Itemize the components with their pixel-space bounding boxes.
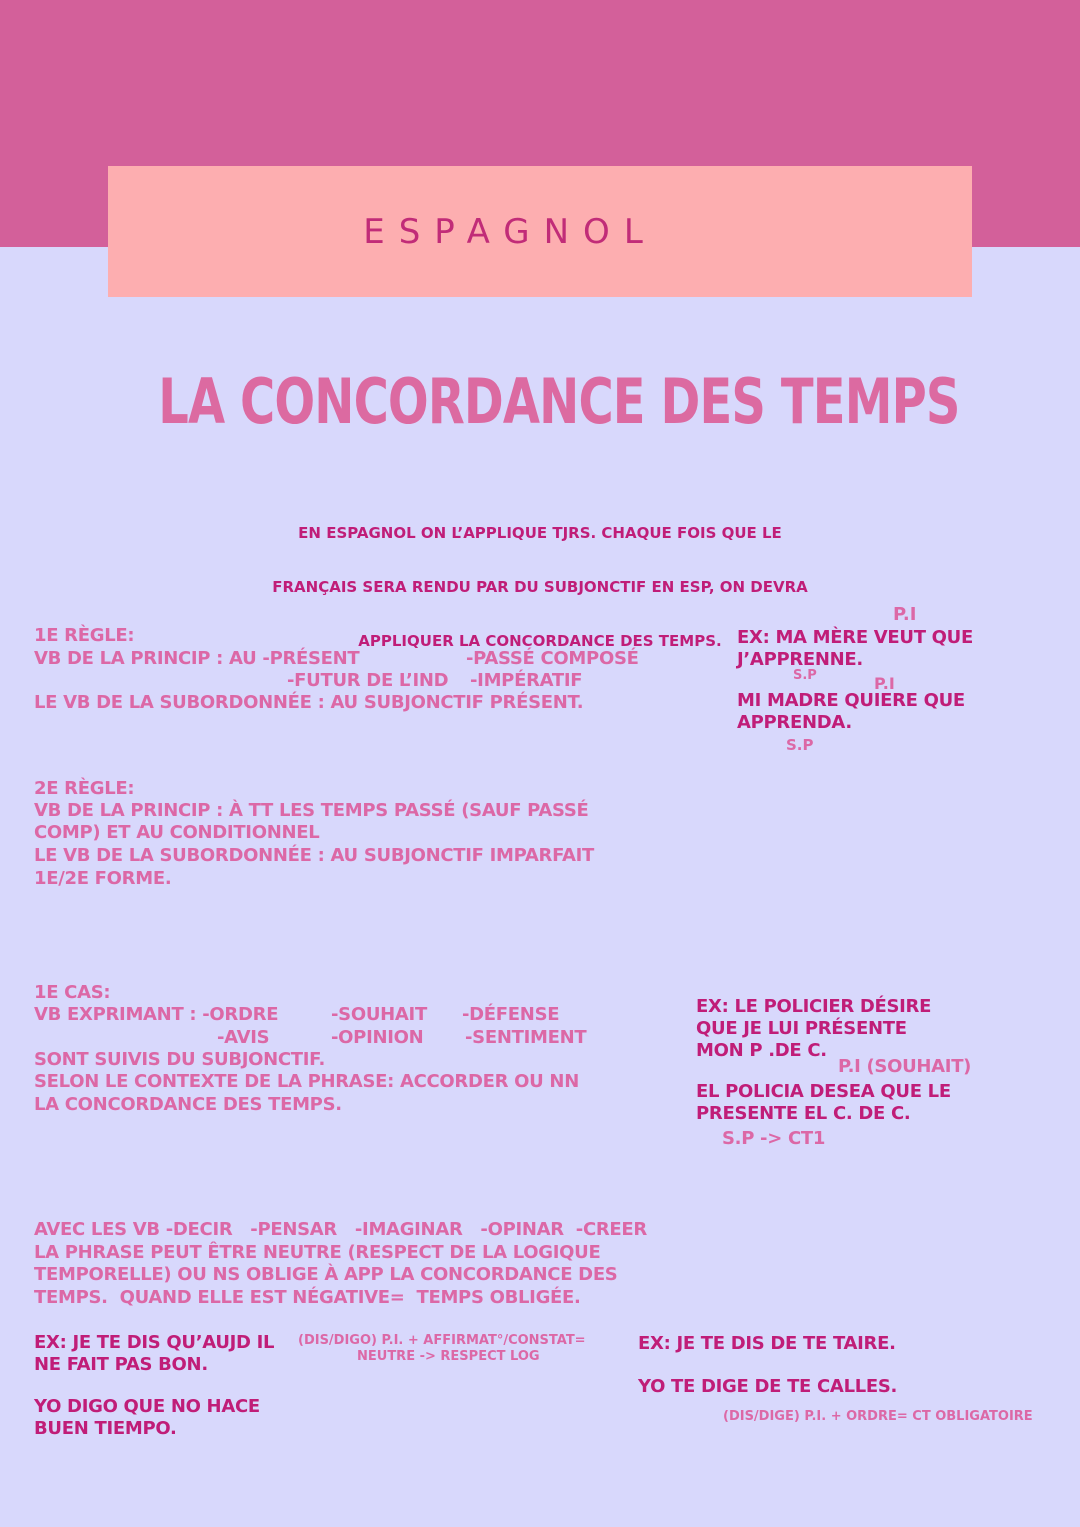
subject-banner — [108, 166, 972, 297]
example-line: MON P .DE C. — [696, 1040, 827, 1061]
rule2-heading: 2E RÈGLE: — [34, 778, 135, 799]
case1-line: SELON LE CONTEXTE DE LA PHRASE: ACCORDER OU NN — [34, 1071, 579, 1092]
verbs-line: LA PHRASE PEUT ÊTRE NEUTRE (RESPECT DE LA LOGIQUE — [34, 1242, 601, 1263]
example-line: YO TE DIGE DE TE CALLES. — [638, 1376, 898, 1397]
case1-line: -OPINION — [331, 1027, 424, 1048]
intro-line: FRANÇAIS SERA RENDU PAR DU SUBJONCTIF EN ESP, ON DEVRA — [272, 578, 808, 596]
case1-line: -SOUHAIT — [331, 1004, 427, 1025]
sp-label: S.P -> CT1 — [722, 1128, 826, 1149]
rule1-line: -FUTUR DE L’IND — [287, 670, 449, 691]
note-line: (DIS/DIGO) P.I. + AFFIRMAT°/CONSTAT= — [298, 1333, 586, 1348]
rule1-line: LE VB DE LA SUBORDONNÉE : AU SUBJONCTIF PRÉSENT. — [34, 692, 584, 713]
example-line: J’APPRENNE. — [737, 649, 863, 670]
rule1-line: -PASSÉ COMPOSÉ — [466, 648, 639, 669]
note-line: (DIS/DIGE) P.I. + ORDRE= CT OBLIGATOIRE — [723, 1409, 1033, 1424]
case1-line: VB EXPRIMANT : -ORDRE — [34, 1004, 279, 1025]
rule2-line: COMP) ET AU CONDITIONNEL — [34, 822, 320, 843]
rule2-line: VB DE LA PRINCIP : À TT LES TEMPS PASSÉ (SAUF PASSÉ — [34, 800, 589, 821]
rule2-line: 1E/2E FORME. — [34, 868, 172, 889]
verbs-line: AVEC LES VB -DECIR -PENSAR -IMAGINAR -OPINAR -CREER — [34, 1219, 647, 1240]
pi-label: P.I — [874, 674, 895, 693]
example-line: EX: JE TE DIS QU’AUJD IL — [34, 1332, 275, 1353]
subject-label: ESPAGNOL — [363, 211, 657, 252]
example-line: EX: JE TE DIS DE TE TAIRE. — [638, 1333, 896, 1354]
example-line: EL POLICIA DESEA QUE LE — [696, 1081, 951, 1102]
sp-label: S.P — [793, 668, 817, 683]
rule2-line: LE VB DE LA SUBORDONNÉE : AU SUBJONCTIF IMPARFAIT — [34, 845, 595, 866]
example-line: EX: MA MÈRE VEUT QUE — [737, 627, 973, 648]
example-line: EX: LE POLICIER DÉSIRE — [696, 996, 932, 1017]
example-line: QUE JE LUI PRÉSENTE — [696, 1018, 907, 1039]
case1-line: LA CONCORDANCE DES TEMPS. — [34, 1094, 342, 1115]
pi-label: P.I — [893, 604, 917, 625]
case1-line: -DÉFENSE — [462, 1004, 560, 1025]
case1-heading: 1E CAS: — [34, 982, 111, 1003]
case1-line: SONT SUIVIS DU SUBJONCTIF. — [34, 1049, 326, 1070]
example-line: YO DIGO QUE NO HACE — [34, 1396, 260, 1417]
example-line: APPRENDA. — [737, 712, 852, 733]
verbs-line: TEMPORELLE) OU NS OBLIGE À APP LA CONCORDANCE DES — [34, 1264, 618, 1285]
page-title: LA CONCORDANCE DES TEMPS — [158, 365, 960, 438]
note-line: NEUTRE -> RESPECT LOG — [357, 1349, 540, 1364]
pi-label: P.I (SOUHAIT) — [838, 1056, 972, 1077]
rule1-line: VB DE LA PRINCIP : AU -PRÉSENT — [34, 648, 360, 669]
intro-line: APPLIQUER LA CONCORDANCE DES TEMPS. — [358, 632, 722, 650]
example-line: BUEN TIEMPO. — [34, 1418, 177, 1439]
intro-line: EN ESPAGNOL ON L’APPLIQUE TJRS. CHAQUE FOIS QUE LE — [298, 524, 782, 542]
case1-line: -AVIS — [217, 1027, 270, 1048]
sp-label: S.P — [786, 736, 814, 754]
example-line: PRESENTE EL C. DE C. — [696, 1103, 911, 1124]
case1-line: -SENTIMENT — [465, 1027, 587, 1048]
rule1-heading: 1E RÈGLE: — [34, 625, 135, 646]
example-line: MI MADRE QUIERE QUE — [737, 690, 965, 711]
example-line: NE FAIT PAS BON. — [34, 1354, 208, 1375]
verbs-line: TEMPS. QUAND ELLE EST NÉGATIVE= TEMPS OBLIGÉE. — [34, 1287, 581, 1308]
rule1-line: -IMPÉRATIF — [470, 670, 583, 691]
